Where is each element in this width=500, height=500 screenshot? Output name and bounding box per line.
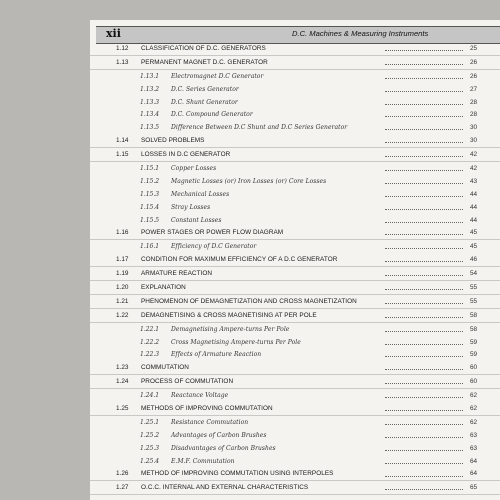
page-ref: 44 [470, 203, 478, 211]
section-title: Constant Losses [171, 216, 222, 224]
page-ref: 55 [470, 283, 478, 291]
toc-section-row[interactable] [90, 468, 500, 482]
section-title: CLASSIFICATION OF D.C. GENERATORS [141, 44, 266, 52]
section-number: 1.22.3 [140, 351, 160, 359]
section-title: DEMAGNETISING & CROSS MAGNETISING AT PER POLE [141, 311, 317, 319]
section-title: LOSSES IN D.C GENERATOR [141, 151, 231, 159]
section-number: 1.25 [116, 404, 129, 412]
page-ref: 60 [470, 364, 478, 372]
page-ref: 44 [470, 190, 478, 198]
section-number: 1.13.4 [140, 111, 160, 119]
page-ref: 64 [470, 470, 478, 478]
section-number: 1.12 [116, 44, 129, 52]
page-ref: 62 [470, 418, 478, 426]
section-number: 1.13.3 [140, 98, 160, 106]
toc-subsection-row[interactable] [90, 175, 500, 188]
section-title: Difference Between D.C Shunt and D.C Series Generator [171, 124, 348, 132]
section-number: 1.22.2 [140, 338, 160, 346]
toc-subsection-row[interactable] [90, 96, 500, 109]
section-title: Demagnetising Ampere-turns Per Pole [171, 325, 290, 333]
section-title: POWER STAGES OR POWER FLOW DIAGRAM [141, 229, 284, 237]
toc-subsection-row[interactable] [90, 336, 500, 349]
section-number: 1.17 [116, 256, 129, 264]
section-number: 1.24 [116, 378, 129, 386]
page-ref: 46 [470, 256, 478, 264]
dot-leader [385, 383, 463, 384]
section-number: 1.21 [116, 297, 129, 305]
toc-subsection-row[interactable] [90, 429, 500, 442]
dot-leader [385, 369, 463, 370]
section-number: 1.25.1 [140, 418, 160, 426]
dot-leader [385, 275, 463, 276]
dot-leader [385, 463, 463, 464]
page-ref: 62 [470, 404, 478, 412]
section-number: 1.27 [116, 484, 129, 492]
page-ref: 26 [470, 58, 478, 66]
toc-subsection-row[interactable] [90, 389, 500, 402]
toc-subsection-row[interactable] [90, 455, 500, 468]
dot-leader [385, 129, 463, 130]
page-ref: 27 [470, 85, 478, 93]
page-ref: 42 [470, 151, 478, 159]
page-ref: 45 [470, 243, 478, 251]
section-title: Reactance Voltage [171, 392, 229, 400]
toc-subsection-row[interactable] [90, 442, 500, 455]
section-title: PHENOMENON OF DEMAGNETIZATION AND CROSS MAGNETIZATION [141, 297, 357, 305]
section-number: 1.24.1 [140, 392, 160, 400]
toc-section-row[interactable] [90, 281, 500, 295]
section-title: Mechanical Losses [171, 190, 230, 198]
toc-subsection-row[interactable] [90, 83, 500, 96]
toc-section-row[interactable] [90, 267, 500, 281]
page-ref: 62 [470, 392, 478, 400]
dot-leader [385, 331, 463, 332]
section-title: D.C. Compound Generator [171, 111, 253, 119]
section-number: 1.26 [116, 470, 129, 478]
page-number: xii [106, 27, 121, 40]
section-title: Cross Magnetising Ampere-turns Per Pole [171, 338, 301, 346]
page-ref: 60 [470, 378, 478, 386]
dot-leader [385, 78, 463, 79]
page-ref: 55 [470, 297, 478, 305]
section-number: 1.22.1 [140, 325, 160, 333]
section-number: 1.22 [116, 311, 129, 319]
section-title: Resistance Commutation [171, 418, 249, 426]
page-ref: 58 [470, 311, 478, 319]
running-title: D.C. Machines & Measuring Instruments [292, 29, 429, 38]
section-title: D.C. Shunt Generator [171, 98, 238, 106]
dot-leader [385, 344, 463, 345]
toc-subsection-row[interactable] [90, 214, 500, 227]
section-number: 1.25.4 [140, 457, 160, 465]
section-title: PERMANENT MAGNET D.C. GENERATOR [141, 58, 268, 66]
dot-leader [385, 196, 463, 197]
toc-section-row[interactable] [90, 361, 500, 375]
dot-leader [385, 476, 463, 477]
page-ref: 25 [470, 44, 478, 52]
dot-leader [385, 183, 463, 184]
dot-leader [385, 489, 463, 490]
toc-section-row[interactable] [90, 481, 500, 495]
page-ref: 44 [470, 216, 478, 224]
dot-leader [385, 64, 463, 65]
dot-leader [385, 142, 463, 143]
section-title: E.M.F. Commutation [171, 457, 235, 465]
section-number: 1.25.3 [140, 444, 160, 452]
section-number: 1.16 [116, 229, 129, 237]
section-number: 1.14 [116, 137, 129, 145]
section-number: 1.16.1 [140, 243, 160, 251]
section-title: METHODS OF IMPROVING COMMUTATION [141, 404, 273, 412]
section-title: COMMUTATION [141, 364, 189, 372]
section-title: SOLVED PROBLEMS [141, 137, 205, 145]
dot-leader [385, 156, 463, 157]
dot-leader [385, 317, 463, 318]
page-ref: 58 [470, 325, 478, 333]
page-ref: 28 [470, 111, 478, 119]
dot-leader [385, 356, 463, 357]
dot-leader [385, 248, 463, 249]
dot-leader [385, 50, 463, 51]
section-title: Magnetic Losses (or) Iron Losses (or) Core Losses [171, 177, 327, 185]
page-ref: 59 [470, 338, 478, 346]
page-ref: 63 [470, 444, 478, 452]
page-ref: 30 [470, 137, 478, 145]
page-ref: 59 [470, 351, 478, 359]
section-title: CONDITION FOR MAXIMUM EFFICIENCY OF A D.C GENERATOR [141, 256, 338, 264]
page-ref: 42 [470, 164, 478, 172]
section-title: ARMATURE REACTION [141, 270, 213, 278]
page-ref: 54 [470, 270, 478, 278]
page-ref: 64 [470, 457, 478, 465]
toc-subsection-row[interactable] [90, 201, 500, 214]
dot-leader [385, 303, 463, 304]
section-number: 1.15.3 [140, 190, 160, 198]
section-number: 1.13.1 [140, 72, 160, 80]
toc-subsection-row[interactable] [90, 121, 500, 134]
section-number: 1.20 [116, 283, 129, 291]
section-title: O.C.C. INTERNAL AND EXTERNAL CHARACTERISTICS [141, 484, 309, 492]
dot-leader [385, 261, 463, 262]
dot-leader [385, 209, 463, 210]
section-number: 1.15 [116, 151, 129, 159]
page-ref: 28 [470, 98, 478, 106]
toc-section-row[interactable] [90, 226, 500, 240]
dot-leader [385, 424, 463, 425]
page-ref: 45 [470, 229, 478, 237]
section-title: Stray Losses [171, 203, 211, 211]
section-title: Effects of Armature Reaction [171, 351, 262, 359]
toc-section-row[interactable] [90, 375, 500, 389]
section-title: Electromagnet D.C Generator [171, 72, 264, 80]
dot-leader [385, 222, 463, 223]
dot-leader [385, 450, 463, 451]
page-ref: 63 [470, 431, 478, 439]
section-number: 1.19 [116, 270, 129, 278]
toc-subsection-row[interactable] [90, 416, 500, 429]
section-number: 1.25.2 [140, 431, 160, 439]
section-number: 1.13 [116, 58, 129, 66]
toc-subsection-row[interactable] [90, 162, 500, 175]
page-ref: 30 [470, 124, 478, 132]
section-number: 1.15.2 [140, 177, 160, 185]
section-title: Disadvantages of Carbon Brushes [171, 444, 276, 452]
section-title: Copper Losses [171, 164, 217, 172]
dot-leader [385, 234, 463, 235]
section-title: METHOD OF IMPROVING COMMUTATION USING INTERPOLES [141, 470, 334, 478]
section-number: 1.23 [116, 364, 129, 372]
section-number: 1.15.4 [140, 203, 160, 211]
dot-leader [385, 116, 463, 117]
section-number: 1.15.1 [140, 164, 160, 172]
toc-section-row[interactable] [90, 134, 500, 148]
toc-subsection-row[interactable] [90, 70, 500, 83]
book-page [90, 20, 500, 500]
toc-subsection-row[interactable] [90, 323, 500, 336]
page-ref: 43 [470, 177, 478, 185]
dot-leader [385, 91, 463, 92]
toc-section-row[interactable] [90, 148, 500, 162]
toc-section-row[interactable] [90, 56, 500, 70]
toc-section-row[interactable] [90, 253, 500, 267]
dot-leader [385, 289, 463, 290]
dot-leader [385, 410, 463, 411]
toc-section-row[interactable] [90, 309, 500, 323]
toc-subsection-row[interactable] [90, 240, 500, 253]
section-title: EXPLANATION [141, 283, 186, 291]
section-title: Advantages of Carbon Brushes [171, 431, 267, 439]
toc-subsection-row[interactable] [90, 188, 500, 201]
page-ref: 26 [470, 72, 478, 80]
section-title: Efficiency of D.C Generator [171, 243, 257, 251]
section-number: 1.13.2 [140, 85, 160, 93]
toc-section-row[interactable] [90, 402, 500, 416]
page-ref: 65 [470, 484, 478, 492]
dot-leader [385, 437, 463, 438]
section-title: PROCESS OF COMMUTATION [141, 378, 234, 386]
section-number: 1.15.5 [140, 216, 160, 224]
toc-section-row[interactable] [90, 295, 500, 309]
table-of-contents [90, 42, 500, 495]
dot-leader [385, 397, 463, 398]
toc-section-row[interactable] [90, 42, 500, 56]
toc-subsection-row[interactable] [90, 108, 500, 121]
toc-subsection-row[interactable] [90, 348, 500, 361]
dot-leader [385, 170, 463, 171]
section-number: 1.13.5 [140, 124, 160, 132]
section-title: D.C. Series Generator [171, 85, 239, 93]
dot-leader [385, 104, 463, 105]
